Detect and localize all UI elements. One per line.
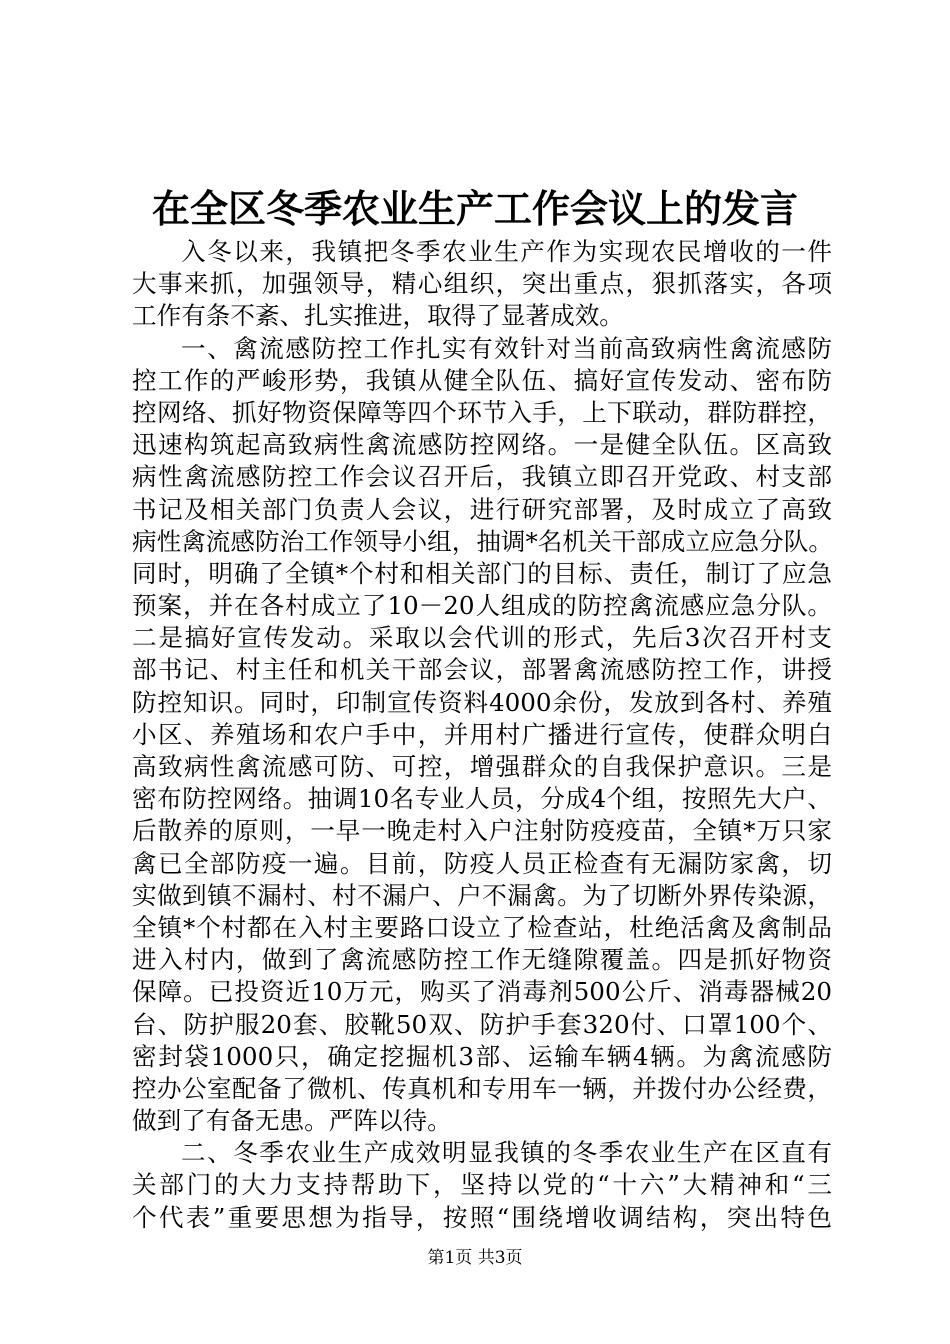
text-line: 关部门的大力支持帮助下，坚持以党的“十六”大精神和“三 <box>132 1170 832 1200</box>
text-line: 全镇*个村都在入村主要路口设立了检查站，杜绝活禽及禽制品 <box>132 912 832 942</box>
text-line: 二、冬季农业生产成效明显我镇的冬季农业生产在区直有 <box>181 1138 832 1168</box>
text-line: 防控知识。同时，印制宣传资料4000余份，发放到各村、养殖 <box>132 687 832 717</box>
text-line: 病性禽流感防控工作会议召开后，我镇立即召开党政、村支部 <box>132 462 832 492</box>
text-line: 大事来抓，加强领导，精心组织，突出重点，狠抓落实，各项 <box>132 269 832 299</box>
text-line: 做到了有备无患。严阵以待。 <box>132 1106 452 1136</box>
text-line: 小区、养殖场和农户手中，并用村广播进行宣传，使群众明白 <box>132 719 832 749</box>
text-line: 后散养的原则，一早一晚走村入户注射防疫疫苗，全镇*万只家 <box>132 816 832 846</box>
text-line: 书记及相关部门负责人会议，进行研究部署，及时成立了高致 <box>132 494 832 524</box>
text-line: 禽已全部防疫一遍。目前，防疫人员正检查有无漏防家禽，切 <box>132 848 832 878</box>
document-title: 在全区冬季农业生产工作会议上的发言 <box>151 186 798 231</box>
text-line: 高致病性禽流感可防、可控，增强群众的自我保护意识。三是 <box>132 752 832 781</box>
text-line: 控工作的严峻形势，我镇从健全队伍、搞好宣传发动、密布防 <box>132 365 832 395</box>
text-line: 台、防护服20套、胶靴50双、防护手套320付、口罩100个、 <box>132 1009 832 1039</box>
text-line: 密布防控网络。抽调10名专业人员，分成4个组，按照先大户、 <box>132 784 832 814</box>
document-body <box>132 236 832 1234</box>
text-line: 控网络、抓好物资保障等四个环节入手，上下联动，群防群控， <box>132 397 832 427</box>
text-line: 同时，明确了全镇*个村和相关部门的目标、责任，制订了应急 <box>132 558 832 588</box>
text-line: 密封袋1000只，确定挖掘机3部、运输车辆4辆。为禽流感防 <box>132 1041 832 1071</box>
text-line: 进入村内，做到了禽流感防控工作无缝隙覆盖。四是抓好物资 <box>132 945 832 975</box>
text-line: 控办公室配备了微机、传真机和专用车一辆，并拨付办公经费， <box>132 1073 832 1103</box>
text-line: 迅速构筑起高致病性禽流感防控网络。一是健全队伍。区高致 <box>132 430 832 460</box>
text-line: 入冬以来，我镇把冬季农业生产作为实现农民增收的一件 <box>181 237 832 266</box>
text-line: 实做到镇不漏村、村不漏户、户不漏禽。为了切断外界传染源， <box>132 880 832 910</box>
page-number: 第1页 共3页 <box>427 1248 523 1268</box>
text-line: 病性禽流感防治工作领导小组，抽调*名机关干部成立应急分队。 <box>132 526 833 556</box>
text-line: 预案，并在各村成立了10－20人组成的防控禽流感应急分队。 <box>132 591 832 621</box>
text-line: 个代表”重要思想为指导，按照“围绕增收调结构，突出特色 <box>132 1202 832 1232</box>
text-line: 二是搞好宣传发动。采取以会代训的形式，先后3次召开村支 <box>132 623 832 653</box>
text-line: 一、禽流感防控工作扎实有效针对当前高致病性禽流感防 <box>181 333 832 363</box>
text-line: 工作有条不紊、扎实推进，取得了显著成效。 <box>132 301 624 331</box>
text-line: 部书记、村主任和机关干部会议，部署禽流感防控工作，讲授 <box>132 655 832 685</box>
text-line: 保障。已投资近10万元，购买了消毒剂500公斤、消毒器械20 <box>132 977 832 1007</box>
